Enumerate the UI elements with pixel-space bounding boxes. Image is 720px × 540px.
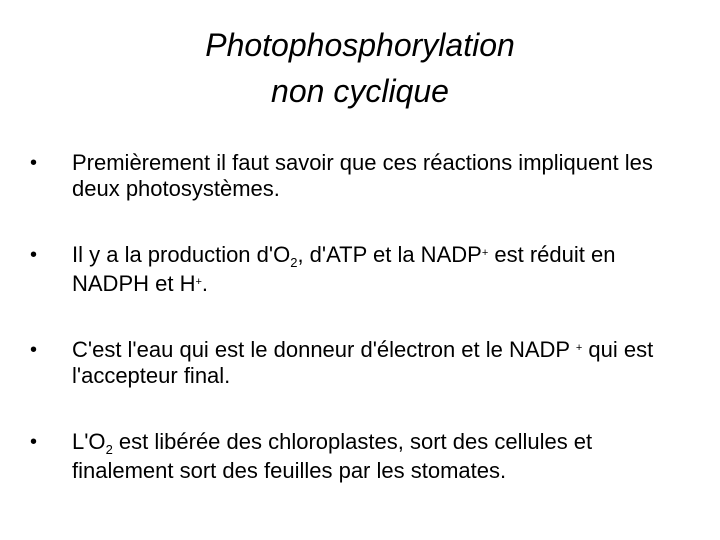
title-line-2: non cyclique (271, 73, 449, 109)
bullet-marker: • (30, 339, 38, 361)
bullet-marker: • (30, 152, 38, 174)
bullet-text-part: . (201, 271, 209, 296)
bullet-marker: • (30, 431, 38, 453)
subscript: 2 (290, 255, 298, 270)
superscript: + (481, 247, 489, 259)
bullet-item-3 (28, 337, 698, 389)
subscript: 2 (105, 442, 113, 457)
bullet-text: Premièrement il faut savoir que ces réactions impliquent les deux photosystèmes. (72, 150, 653, 201)
bullet-text-part: Il y a la production d'O (72, 242, 291, 267)
bullet-list (28, 150, 698, 524)
bullet-marker: • (30, 244, 38, 266)
bullet-item-4 (28, 429, 698, 484)
superscript: + (575, 342, 583, 354)
bullet-text-part: qui est l'accepteur final. (72, 337, 654, 388)
bullet-item-2 (28, 242, 698, 297)
bullet-text-part: est libérée des chloroplastes, sort des cellules et finalement sort des feuilles par les stomates. (72, 429, 593, 483)
bullet-text-part: L'O (72, 429, 106, 454)
superscript: + (195, 276, 202, 288)
title-line-1: Photophosphorylation (205, 27, 515, 63)
bullet-text-part: C'est l'eau qui est le donneur d'électron et le NADP (72, 337, 576, 362)
bullet-text-part: est réduit en NADPH et H (72, 242, 616, 296)
slide-title (130, 22, 590, 114)
bullet-item-1 (28, 150, 698, 202)
bullet-text-part: , d'ATP et la NADP (297, 242, 482, 267)
